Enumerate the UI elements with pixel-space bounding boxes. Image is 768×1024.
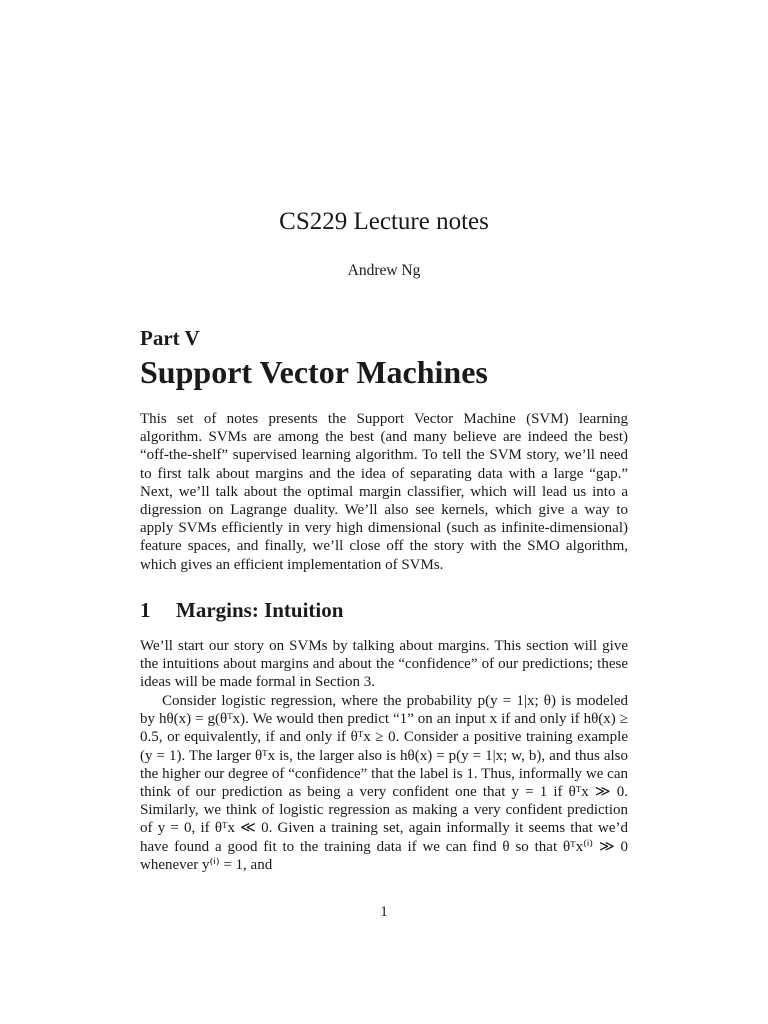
part-title: Support Vector Machines — [140, 354, 488, 390]
section-paragraph-2: Consider logistic regression, where the probability p(y = 1|x; θ) is modeled by hθ(x) = g(θᵀx). We would then predict “1” on an input x if and only if hθ(x) ≥ 0.5, or equivalently, if and only if θᵀx ≥ 0. Consider a positive training example (y = 1). The larger θᵀx is, the larger also is hθ(x) = p(y = 1|x; w, b), and thus also the higher our degree of “confidence” that the label is 1. Thus, informally we can think of our prediction as being a very confident one that y = 1 if θᵀx ≫ 0. Similarly, we think of logistic regression as making a very confident prediction of y = 0, if θᵀx ≪ 0. Given a training set, again informally it seems that we’d have found a good fit to the training data if we can find θ so that θᵀx⁽ⁱ⁾ ≫ 0 whenever y⁽ⁱ⁾ = 1, and — [140, 693, 628, 873]
section-paragraph-1: We’ll start our story on SVMs by talking about margins. This section will give the intuitions about margins and about the “confidence” of our predictions; these ideas will be made formal in Section 3. — [140, 638, 628, 691]
page-number: 1 — [380, 904, 388, 920]
document-title: CS229 Lecture notes — [279, 208, 489, 235]
author-name: Andrew Ng — [347, 262, 421, 279]
intro-paragraph: This set of notes presents the Support Vector Machine (SVM) learning algorithm. SVMs are among the best (and many believe are indeed the best) “off-the-shelf” supervised learning algorithm. To tell the SVM story, we’ll need to first talk about margins and the idea of separating data with a large “gap.” Next, we’ll talk about the optimal margin classifier, which will lead us into a digression on Lagrange duality. We’ll also see kernels, which give a way to apply SVMs efficiently in very high dimensional (such as infinite-dimensional) feature spaces, and finally, we’ll close off the story with the SMO algorithm, which gives an efficient implementation of SVMs. — [140, 411, 628, 573]
section-number: 1 — [140, 598, 151, 622]
part-label: Part V — [140, 326, 200, 350]
section-heading — [140, 598, 343, 623]
section-title: Margins: Intuition — [176, 598, 344, 622]
